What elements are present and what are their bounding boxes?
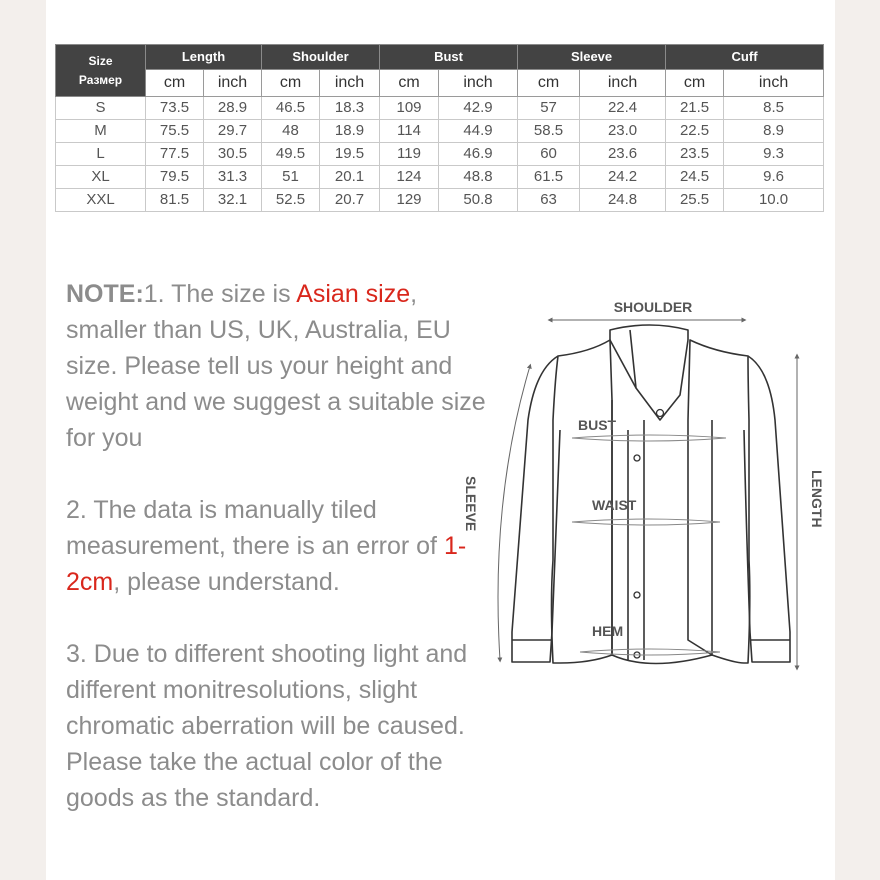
note-2-highlight: 1-2cm (66, 532, 467, 596)
table-cell: 18.9 (320, 120, 380, 143)
table-cell: 51 (262, 166, 320, 189)
shirt-outline (512, 325, 790, 664)
table-row (56, 97, 824, 120)
bust-label: BUST (578, 417, 617, 433)
length-label: LENGTH (809, 470, 825, 528)
table-cell: 21.5 (666, 97, 724, 120)
table-cell: 75.5 (146, 120, 204, 143)
table-cell: 42.9 (439, 97, 518, 120)
measurement-lines (572, 435, 726, 655)
table-cell: 124 (380, 166, 439, 189)
group-header-length: Length (146, 45, 262, 70)
table-row (56, 120, 824, 143)
table-cell: 46.5 (262, 97, 320, 120)
unit-header: cm (380, 70, 439, 97)
size-cell: XL (56, 166, 146, 189)
table-cell: 46.9 (439, 143, 518, 166)
group-header-sleeve: Sleeve (518, 45, 666, 70)
table-cell: 18.3 (320, 97, 380, 120)
shoulder-label: SHOULDER (613, 299, 693, 315)
table-cell: 48.8 (439, 166, 518, 189)
note-1-highlight: Asian size (296, 280, 411, 308)
size-header-ru: Размер (78, 72, 123, 87)
table-cell: 63 (518, 189, 580, 212)
table-cell: 9.6 (724, 166, 824, 189)
unit-header: inch (320, 70, 380, 97)
table-cell: 31.3 (204, 166, 262, 189)
table-cell: 109 (380, 97, 439, 120)
table-cell: 61.5 (518, 166, 580, 189)
sleeve-label: SLEEVE (463, 476, 479, 532)
table-cell: 8.5 (724, 97, 824, 120)
group-header-cuff: Cuff (666, 45, 824, 70)
table-cell: 79.5 (146, 166, 204, 189)
table-cell: 114 (380, 120, 439, 143)
table-cell: 10.0 (724, 189, 824, 212)
table-cell: 119 (380, 143, 439, 166)
table-cell: 49.5 (262, 143, 320, 166)
table-cell: 29.7 (204, 120, 262, 143)
unit-header: inch (580, 70, 666, 97)
table-cell: 32.1 (204, 189, 262, 212)
table-cell: 23.6 (580, 143, 666, 166)
table-cell: 30.5 (204, 143, 262, 166)
table-cell: 25.5 (666, 189, 724, 212)
unit-header: inch (204, 70, 262, 97)
table-cell: 129 (380, 189, 439, 212)
table-cell: 20.7 (320, 189, 380, 212)
table-cell: 20.1 (320, 166, 380, 189)
shirt-illustration (455, 290, 835, 680)
table-cell: 52.5 (262, 189, 320, 212)
group-header-shoulder: Shoulder (262, 45, 380, 70)
table-cell: 44.9 (439, 120, 518, 143)
table-cell: 22.4 (580, 97, 666, 120)
note-1-text-b: , smaller than US, UK, Australia, EU size. Please tell us your height and weight and we suggest a suitable size for you (66, 280, 486, 452)
table-cell: 23.0 (580, 120, 666, 143)
note-1-text-a: 1. The size is (143, 280, 297, 308)
waist-label: WAIST (592, 497, 637, 513)
size-cell: XXL (56, 189, 146, 212)
table-row (56, 166, 824, 189)
table-cell: 24.5 (666, 166, 724, 189)
table-row (56, 189, 824, 212)
note-lead: NOTE: (66, 280, 144, 308)
table-row (56, 143, 824, 166)
table-cell: 28.9 (204, 97, 262, 120)
unit-header: cm (262, 70, 320, 97)
table-cell: 23.5 (666, 143, 724, 166)
table-cell: 60 (518, 143, 580, 166)
group-header-bust: Bust (380, 45, 518, 70)
note-item-1 (66, 276, 496, 456)
unit-header: cm (518, 70, 580, 97)
table-cell: 77.5 (146, 143, 204, 166)
table-cell: 8.9 (724, 120, 824, 143)
size-cell: L (56, 143, 146, 166)
hem-label: HEM (592, 623, 624, 639)
table-cell: 24.8 (580, 189, 666, 212)
note-item-2 (66, 492, 496, 600)
unit-header: cm (146, 70, 204, 97)
table-cell: 48 (262, 120, 320, 143)
table-cell: 9.3 (724, 143, 824, 166)
shirt-measurement-diagram (455, 290, 835, 680)
note-item-3: 3. Due to different shooting light and different monitresolutions, slight chromatic aberration will be caused. Please take the actual color of the goods as the standard. (66, 640, 468, 812)
size-header-cell (56, 45, 146, 97)
table-cell: 73.5 (146, 97, 204, 120)
table-cell: 22.5 (666, 120, 724, 143)
table-cell: 57 (518, 97, 580, 120)
table-cell: 50.8 (439, 189, 518, 212)
table-cell: 81.5 (146, 189, 204, 212)
table-cell: 58.5 (518, 120, 580, 143)
size-chart-table (55, 44, 824, 212)
table-cell: 19.5 (320, 143, 380, 166)
table-cell: 24.2 (580, 166, 666, 189)
shirt-buttons (634, 410, 664, 659)
unit-header: inch (439, 70, 518, 97)
note-2-text-b: , please understand. (113, 568, 340, 596)
note-text (66, 276, 496, 852)
size-cell: S (56, 97, 146, 120)
size-cell: M (56, 120, 146, 143)
unit-header: cm (666, 70, 724, 97)
unit-header: inch (724, 70, 824, 97)
size-header: Size (88, 53, 113, 68)
note-2-text-a: 2. The data is manually tiled measurement, there is an error of (66, 496, 444, 560)
